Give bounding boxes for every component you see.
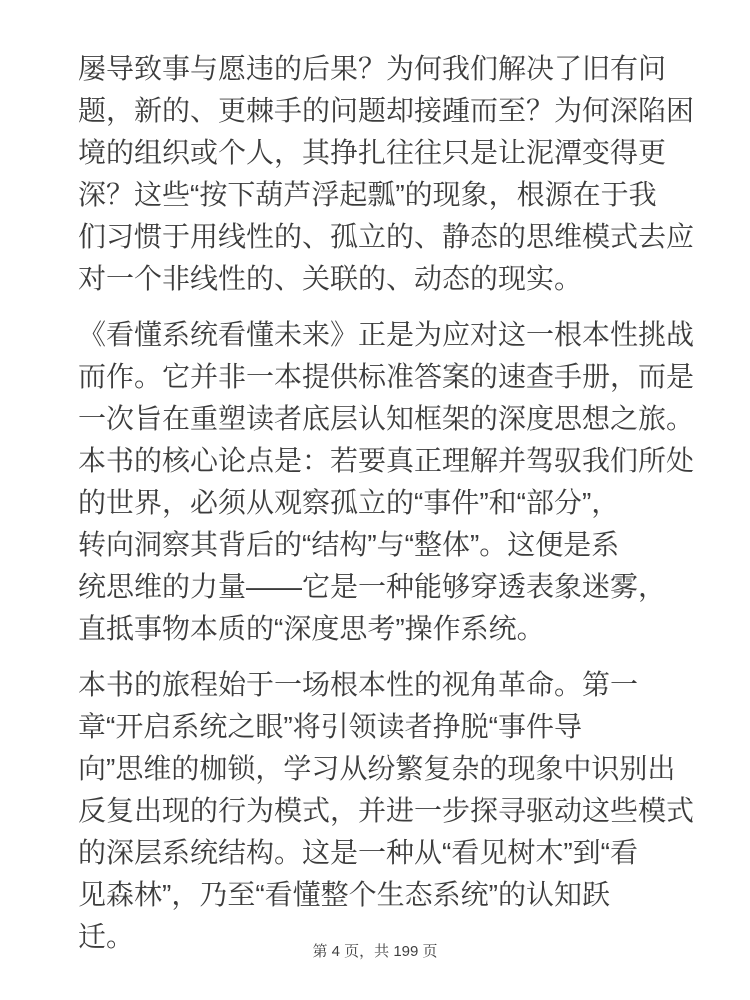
text-line: 《看懂系统看懂未来》正是为应对这一根本性挑战: [78, 319, 695, 350]
text-line: 章“开启系统之眼”将引领读者挣脱“事件导: [78, 711, 582, 742]
text-line: 屡导致事与愿违的后果？为何我们解决了旧有问: [78, 53, 667, 84]
text-line: 对一个非线性的、关联的、动态的现实。: [78, 263, 583, 294]
text-line: 本书的核心论点是：若要真正理解并驾驭我们所处: [78, 445, 695, 476]
text-line: 深？这些“按下葫芦浮起瓢”的现象，根源在于我: [78, 179, 657, 210]
text-line: 本书的旅程始于一场根本性的视角革命。第一: [78, 669, 639, 700]
text-line: 而作。它并非一本提供标准答案的速查手册，而是: [78, 361, 695, 392]
text-line: 转向洞察其背后的“结构”与“整体”。这便是系: [78, 529, 620, 560]
paragraph: [78, 314, 695, 650]
text-line: 一次旨在重塑读者底层认知框架的深度思想之旅。: [78, 403, 695, 434]
text-line: 境的组织或个人，其挣扎往往只是让泥潭变得更: [78, 137, 667, 168]
text-line: 迁。: [78, 921, 135, 952]
text-line: 反复出现的行为模式，并进一步探寻驱动这些模式: [78, 795, 695, 826]
paragraph: [78, 48, 695, 300]
text-line: 向”思维的枷锁，学习从纷繁复杂的现象中识别出: [78, 753, 676, 784]
page-number-footer: 第 4 页，共 199 页: [312, 943, 438, 960]
text-line: 见森林”，乃至“看懂整个生态系统”的认知跃: [78, 879, 610, 910]
text-line: 统思维的力量——它是一种能够穿透表象迷雾，: [78, 571, 667, 602]
text-line: 题，新的、更棘手的问题却接踵而至？为何深陷困: [78, 95, 695, 126]
document-body: [78, 48, 695, 972]
text-line: 直抵事物本质的“深度思考”操作系统。: [78, 613, 545, 644]
text-line: 们习惯于用线性的、孤立的、静态的思维模式去应: [78, 221, 695, 252]
text-line: 的深层系统结构。这是一种从“看见树木”到“看: [78, 837, 638, 868]
text-line: 的世界，必须从观察孤立的“事件”和“部分”，: [78, 487, 620, 518]
paragraph: [78, 664, 695, 958]
